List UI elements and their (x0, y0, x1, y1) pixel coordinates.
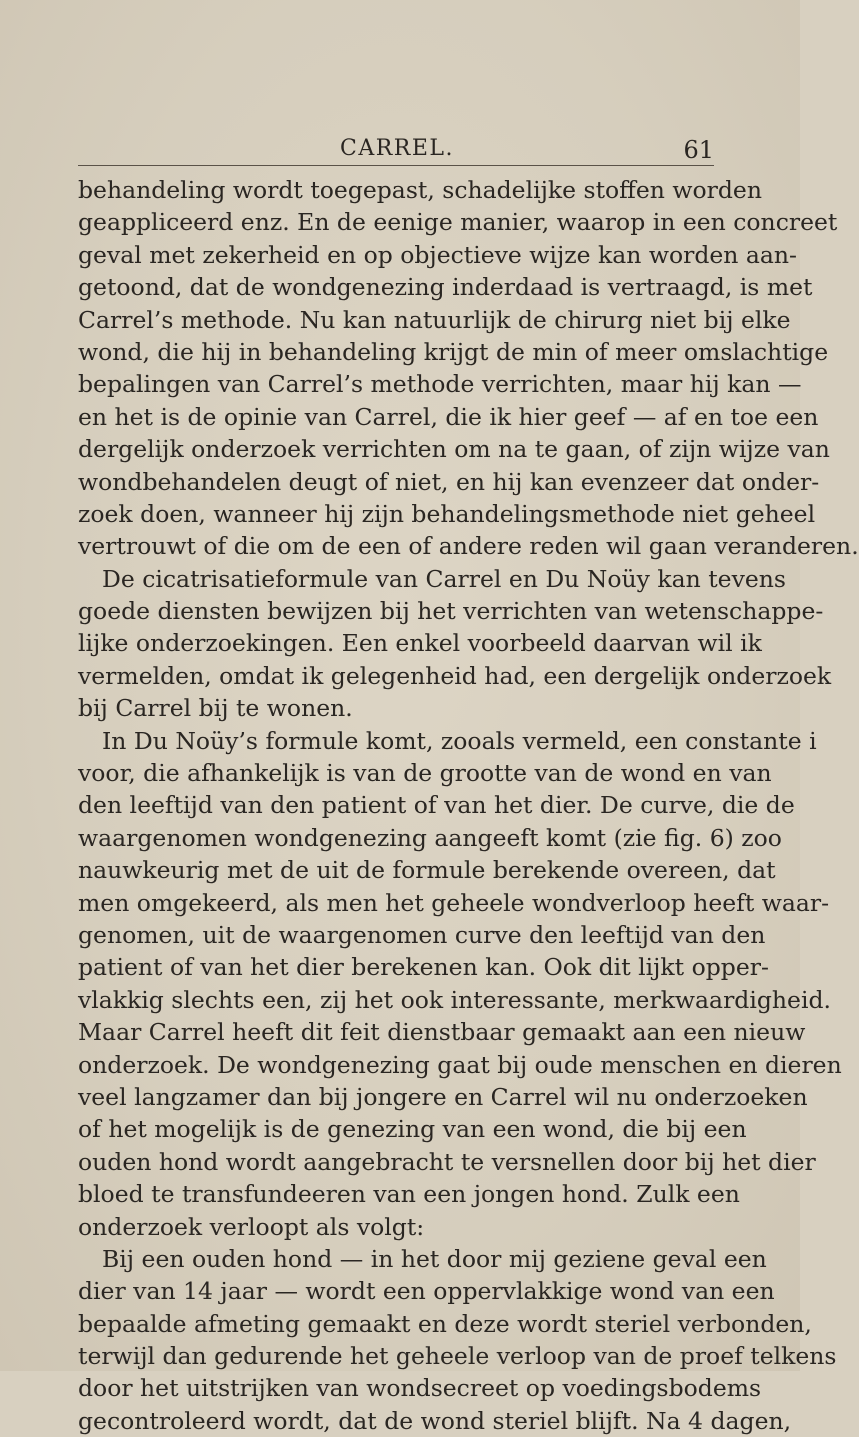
text-line: patient of van het dier berekenen kan. Ook dit lijkt opper- (78, 953, 769, 982)
text-line: of het mogelijk is de genezing van een wond, die bij een (78, 1115, 747, 1144)
text-line: bepalingen van Carrel’s methode verrichten, maar hij kan — (78, 370, 802, 399)
text-line: door het uitstrijken van wondsecreet op voedingsbodems (78, 1374, 762, 1403)
text-line: Carrel’s methode. Nu kan natuurlijk de chirurg niet bij elke (78, 305, 791, 334)
text-line: den leeftijd van den patient of van het dier. De curve, die de (78, 791, 795, 820)
text-line: nauwkeurig met de uit de formule berekende overeen, dat (78, 856, 776, 885)
page-number: 61 (683, 136, 714, 164)
text-line: zoek doen, wanneer hij zijn behandelingsmethode niet geheel (78, 499, 816, 528)
text-line: bepaalde afmeting gemaakt en deze wordt steriel verbonden, (78, 1309, 812, 1338)
text-line: bloed te transfundeeren van een jongen hond. Zulk een (78, 1180, 740, 1209)
text-line: terwijl dan gedurende het geheele verloop van de proef telkens (78, 1342, 837, 1371)
text-line: geval met zekerheid en op objectieve wijze kan worden aan- (78, 240, 797, 269)
text-line: geappliceerd enz. En de eenige manier, waarop in een concreet (78, 208, 838, 237)
text-line: veel langzamer dan bij jongere en Carrel wil nu onderzoeken (78, 1082, 808, 1111)
text-line: getoond, dat de wondgenezing inderdaad is vertraagd, is met (78, 273, 813, 302)
text-line: Maar Carrel heeft dit feit dienstbaar gemaakt aan een nieuw (78, 1018, 806, 1047)
body-text (78, 174, 859, 1437)
text-line: lijke onderzoekingen. Een enkel voorbeeld daarvan wil ik (78, 629, 762, 658)
text-line: wond, die hij in behandeling krijgt de min of meer omslachtige (78, 337, 829, 366)
text-line: dergelijk onderzoek verrichten om na te gaan, of zijn wijze van (78, 435, 830, 464)
text-line: De cicatrisatieformule van Carrel en Du Noüy kan tevens (102, 564, 786, 593)
text-line: ouden hond wordt aangebracht te versnellen door bij het dier (78, 1147, 816, 1176)
header-rule (78, 165, 714, 166)
text-line: Bij een ouden hond — in het door mij geziene geval een (102, 1244, 767, 1273)
text-line: genomen, uit de waargenomen curve den leeftijd van den (78, 920, 766, 949)
running-head-title: CARREL. (340, 136, 455, 161)
text-line: waargenomen wondgenezing aangeeft komt (zie fig. 6) zoo (78, 823, 782, 852)
text-line: men omgekeerd, als men het geheele wondverloop heeft waar- (78, 888, 830, 917)
text-line: vlakkig slechts een, zij het ook interessante, merkwaardigheid. (78, 985, 831, 1014)
text-line: behandeling wordt toegepast, schadelijke stoffen worden (78, 176, 762, 204)
text-line: vertrouwt of die om de een of andere reden wil gaan veranderen. (78, 532, 859, 561)
text-line: goede diensten bewijzen bij het verrichten van wetenschappe- (78, 597, 824, 626)
text-line: onderzoek. De wondgenezing gaat bij oude menschen en dieren (78, 1050, 842, 1079)
text-line: voor, die afhankelijk is van de grootte van de wond en van (78, 759, 772, 788)
text-line: In Du Noüy’s formule komt, zooals vermeld, een constante i (102, 726, 817, 755)
text-line: en het is de opinie van Carrel, die ik hier geef — af en toe een (78, 402, 819, 431)
text-line: wondbehandelen deugt of niet, en hij kan evenzeer dat onder- (78, 467, 820, 496)
text-line: bij Carrel bij te wonen. (78, 694, 353, 723)
text-line: onderzoek verloopt als volgt: (78, 1212, 425, 1241)
text-line: gecontroleerd wordt, dat de wond steriel blijft. Na 4 dagen, (78, 1406, 792, 1435)
text-line: vermelden, omdat ik gelegenheid had, een dergelijk onderzoek (78, 661, 832, 690)
running-head (78, 136, 714, 166)
text-line: dier van 14 jaar — wordt een oppervlakkige wond van een (78, 1277, 775, 1306)
